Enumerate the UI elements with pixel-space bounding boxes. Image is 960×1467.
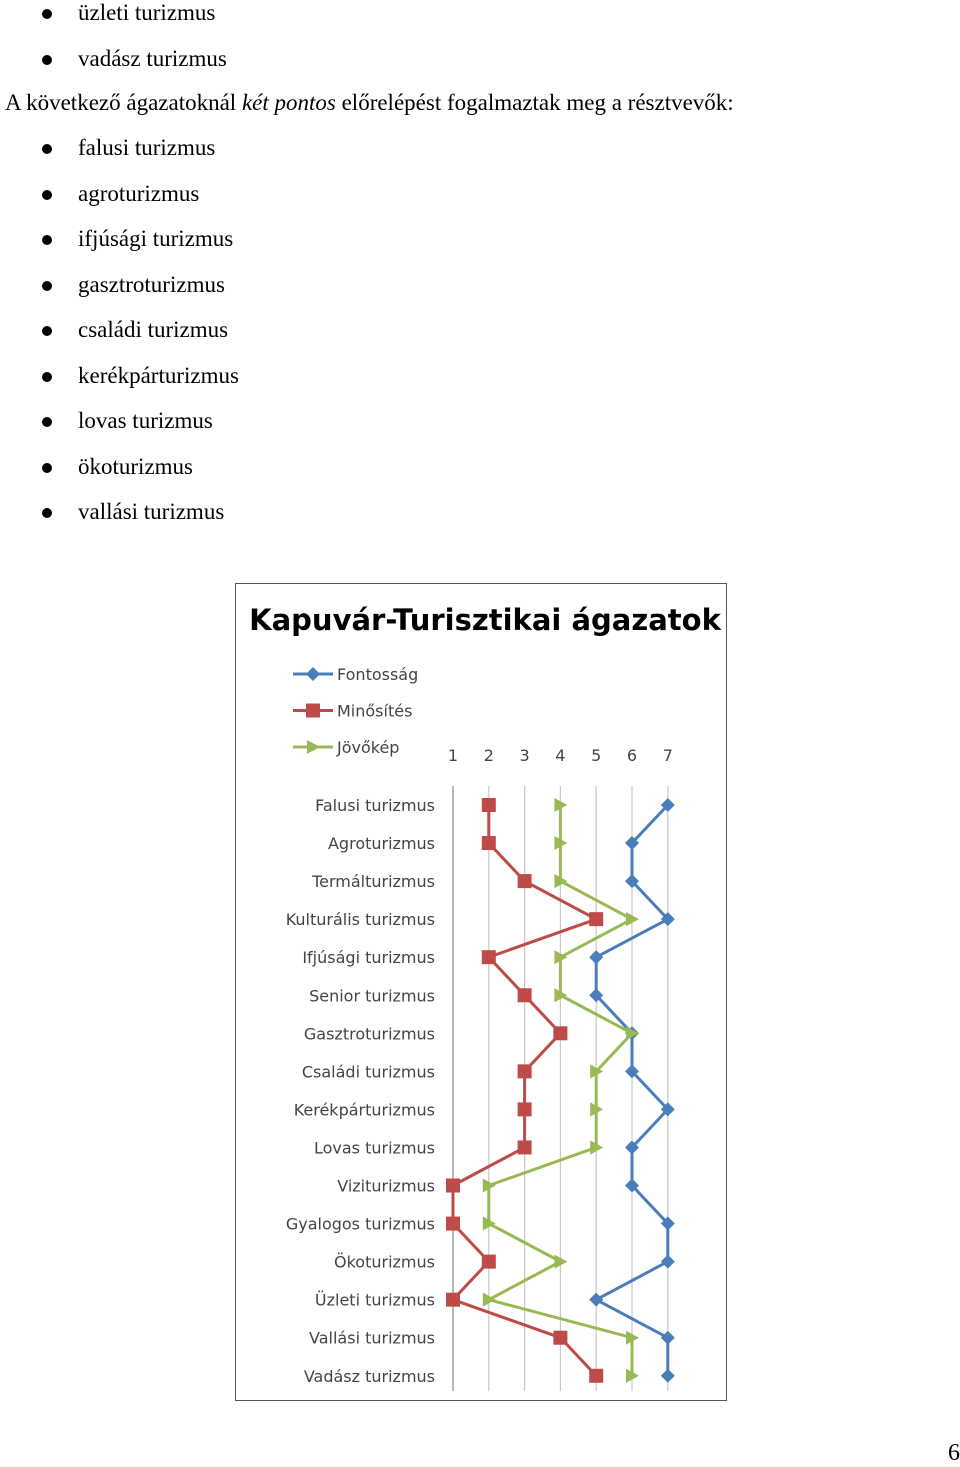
category-label: Ifjúsági turizmus [302, 948, 435, 968]
legend-marker [306, 667, 320, 681]
data-point [482, 950, 496, 964]
chart-title: Kapuvár-Turisztikai ágazatok [249, 603, 721, 637]
category-label: Viziturizmus [337, 1176, 435, 1196]
data-point [553, 1026, 567, 1040]
page-number: 6 [948, 1440, 960, 1466]
x-tick-label: 4 [555, 746, 566, 765]
category-label: Kulturális turizmus [285, 910, 435, 930]
category-label: Lovas turizmus [313, 1138, 435, 1158]
category-label: Családi turizmus [301, 1062, 435, 1082]
x-tick-label: 1 [447, 746, 459, 765]
paragraph-emphasis: két pontos [241, 90, 336, 115]
data-point [589, 1369, 603, 1383]
category-label: Kerékpárturizmus [293, 1100, 435, 1120]
data-point [589, 912, 603, 926]
data-point [518, 874, 532, 888]
list-item: kerékpárturizmus [0, 363, 239, 409]
data-point [661, 1331, 675, 1345]
list-item: ifjúsági turizmus [0, 226, 239, 272]
list-item: vallási turizmus [0, 499, 239, 545]
category-label: Termálturizmus [312, 872, 435, 892]
legend-label: Jövőkép [337, 738, 400, 757]
data-point [661, 1255, 675, 1269]
legend-marker [307, 740, 320, 754]
legend-label: Fontosság [337, 665, 419, 684]
x-tick-label: 7 [662, 746, 673, 765]
x-tick-label: 2 [483, 746, 494, 765]
data-point [482, 1255, 496, 1269]
list-item: ökoturizmus [0, 454, 239, 500]
data-point [446, 1179, 460, 1193]
data-point [518, 1140, 532, 1154]
bullet-list-top [0, 0, 227, 91]
bullet-list-sectors [0, 135, 239, 545]
data-point [589, 1293, 603, 1307]
category-label: Üzleti turizmus [314, 1290, 435, 1310]
list-item: üzleti turizmus [0, 0, 227, 46]
data-point [661, 1369, 675, 1383]
category-label: Agroturizmus [327, 834, 435, 854]
legend-marker [306, 704, 320, 718]
legend-label: Minősítés [337, 701, 413, 721]
data-point [482, 798, 496, 812]
category-label: Ökoturizmus [334, 1252, 435, 1272]
data-point [518, 1064, 532, 1078]
data-point [589, 950, 603, 964]
list-item: agroturizmus [0, 181, 239, 227]
tourism-sectors-chart [235, 583, 727, 1401]
category-label: Gyalogos turizmus [285, 1214, 435, 1234]
data-point [446, 1217, 460, 1231]
list-item: családi turizmus [0, 317, 239, 363]
category-label: Vallási turizmus [309, 1328, 435, 1348]
paragraph-text-after: előrelépést fogalmaztak meg a résztvevők: [335, 90, 734, 115]
data-point [446, 1293, 460, 1307]
paragraph-text-before: A következő ágazatoknál [5, 90, 242, 115]
category-label: Vadász turizmus [303, 1366, 435, 1386]
list-item: gasztroturizmus [0, 272, 239, 318]
data-point [518, 1102, 532, 1116]
category-label: Gasztroturizmus [303, 1024, 435, 1044]
intro-paragraph [5, 90, 734, 116]
data-point [518, 988, 532, 1002]
x-tick-label: 3 [519, 746, 530, 765]
x-tick-label: 6 [626, 746, 638, 765]
list-item: vadász turizmus [0, 46, 227, 92]
category-label: Falusi turizmus [315, 796, 435, 815]
x-tick-label: 5 [591, 746, 602, 765]
data-point [553, 1331, 567, 1345]
category-label: Senior turizmus [309, 986, 435, 1006]
list-item: lovas turizmus [0, 408, 239, 454]
list-item: falusi turizmus [0, 135, 239, 181]
data-point [482, 836, 496, 850]
